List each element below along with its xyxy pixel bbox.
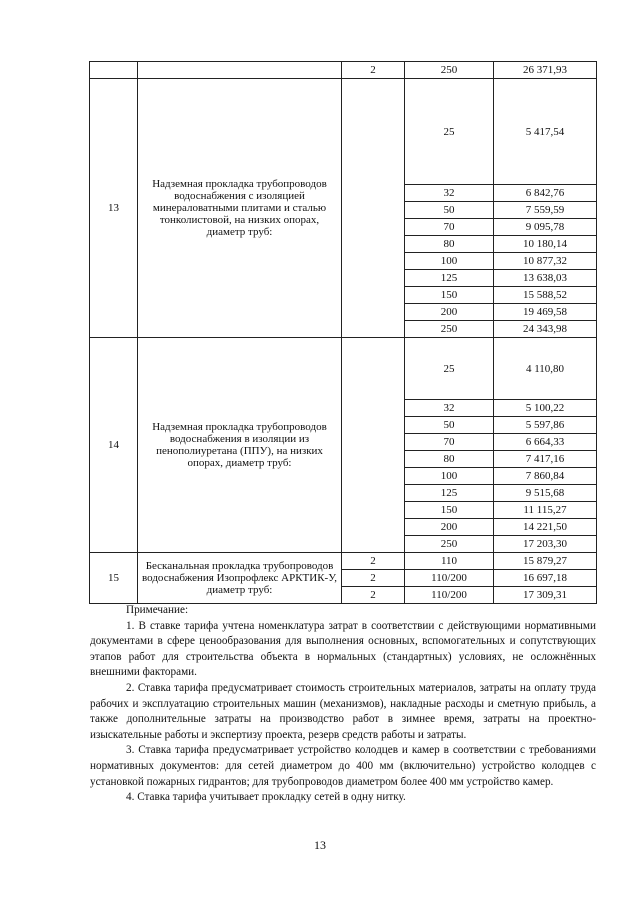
- price-cell: 24 343,98: [494, 321, 597, 338]
- price-cell: 5 100,22: [494, 400, 597, 417]
- diameter-cell: 70: [405, 434, 494, 451]
- table-row: [90, 62, 597, 79]
- price-cell: 10 180,14: [494, 236, 597, 253]
- table-cell: 26 371,93: [494, 62, 597, 79]
- note-item: 4. Ставка тарифа учитывает прокладку сетей в одну нитку.: [126, 791, 406, 804]
- price-cell: 14 221,50: [494, 519, 597, 536]
- row-description: Бесканальная прокладка трубопроводов водоснабжения Изопрофлекс АРКТИК-У, диаметр труб:: [138, 553, 342, 604]
- table-cell: 250: [405, 62, 494, 79]
- price-cell: 9 095,78: [494, 219, 597, 236]
- price-cell: 19 469,58: [494, 304, 597, 321]
- price-cell: 4 110,80: [494, 338, 597, 400]
- price-cell: 5 417,54: [494, 79, 597, 185]
- price-cell: 15 588,52: [494, 287, 597, 304]
- diameter-cell: 50: [405, 202, 494, 219]
- row-number: 15: [90, 553, 138, 604]
- row-number: 14: [90, 338, 138, 553]
- note-item: 2. Ставка тарифа предусматривает стоимость строительных материалов, затраты на оплату труда рабочих и эксплуатацию строительных машин (механизмов), накладные расходы и сметную прибыль, а также дополнительные затраты на производство работ в зимнее время, затраты на проектно-изыскательные работы и экспертизу проекта, резерв средств работы и затраты.: [90, 681, 596, 741]
- diameter-cell: 80: [405, 451, 494, 468]
- diameter-cell: 25: [405, 338, 494, 400]
- diameter-cell: 125: [405, 485, 494, 502]
- price-cell: 7 860,84: [494, 468, 597, 485]
- table-cell: 2: [342, 553, 405, 570]
- page-number: 13: [314, 838, 326, 852]
- table-cell: 2: [342, 62, 405, 79]
- price-cell: 5 597,86: [494, 417, 597, 434]
- diameter-cell: 200: [405, 519, 494, 536]
- table-row: [90, 79, 597, 185]
- price-cell: 16 697,18: [494, 570, 597, 587]
- diameter-cell: 25: [405, 79, 494, 185]
- table-cell: 2: [342, 570, 405, 587]
- table-cell: 2: [342, 587, 405, 604]
- price-cell: 7 559,59: [494, 202, 597, 219]
- diameter-cell: 32: [405, 400, 494, 417]
- price-cell: 17 309,31: [494, 587, 597, 604]
- diameter-cell: 70: [405, 219, 494, 236]
- table-cell: [90, 62, 138, 79]
- diameter-cell: 110/200: [405, 570, 494, 587]
- diameter-cell: 250: [405, 321, 494, 338]
- notes-heading: Примечание:: [126, 604, 189, 616]
- diameter-cell: 150: [405, 287, 494, 304]
- diameter-cell: 250: [405, 536, 494, 553]
- diameter-cell: 50: [405, 417, 494, 434]
- row-description: Надземная прокладка трубопроводов водоснабжения в изоляции из пенополиуретана (ППУ), на низких опорах, диаметр труб:: [138, 338, 342, 553]
- table-row: [90, 553, 597, 570]
- price-cell: 7 417,16: [494, 451, 597, 468]
- table-row: [90, 338, 597, 400]
- table-cell: [138, 62, 342, 79]
- row-number: 13: [90, 79, 138, 338]
- table-cell: [342, 79, 405, 338]
- diameter-cell: 100: [405, 468, 494, 485]
- price-cell: 11 115,27: [494, 502, 597, 519]
- diameter-cell: 100: [405, 253, 494, 270]
- diameter-cell: 125: [405, 270, 494, 287]
- note-item: 3. Ставка тарифа предусматривает устройство колодцев и камер в соответствии с требованиями нормативных документов: для сетей диаметром до 400 мм (включительно) устройство колодцев с установкой пожарных гидрантов; для трубопроводов диаметром более 400 мм устройство камер.: [90, 744, 596, 788]
- notes-section: [90, 603, 596, 806]
- price-cell: 15 879,27: [494, 553, 597, 570]
- diameter-cell: 150: [405, 502, 494, 519]
- price-cell: 17 203,30: [494, 536, 597, 553]
- table-cell: [342, 338, 405, 553]
- diameter-cell: 110: [405, 553, 494, 570]
- diameter-cell: 200: [405, 304, 494, 321]
- price-cell: 6 664,33: [494, 434, 597, 451]
- tariff-table: [89, 61, 597, 604]
- price-cell: 13 638,03: [494, 270, 597, 287]
- diameter-cell: 110/200: [405, 587, 494, 604]
- diameter-cell: 80: [405, 236, 494, 253]
- diameter-cell: 32: [405, 185, 494, 202]
- price-cell: 10 877,32: [494, 253, 597, 270]
- price-cell: 6 842,76: [494, 185, 597, 202]
- note-item: 1. В ставке тарифа учтена номенклатура затрат в соответствии с действующими нормативными документами в сфере ценообразования для выполнения основных, вспомогательных и сопутствующих этапов работ для строительства объекта в нормальных (стандартных) условиях, не осложнённых внешними факторами.: [90, 619, 596, 679]
- row-description: Надземная прокладка трубопроводов водоснабжения с изоляцией минераловатными плитами и сталью тонколистовой, на низких опорах, диаметр труб:: [138, 79, 342, 338]
- price-cell: 9 515,68: [494, 485, 597, 502]
